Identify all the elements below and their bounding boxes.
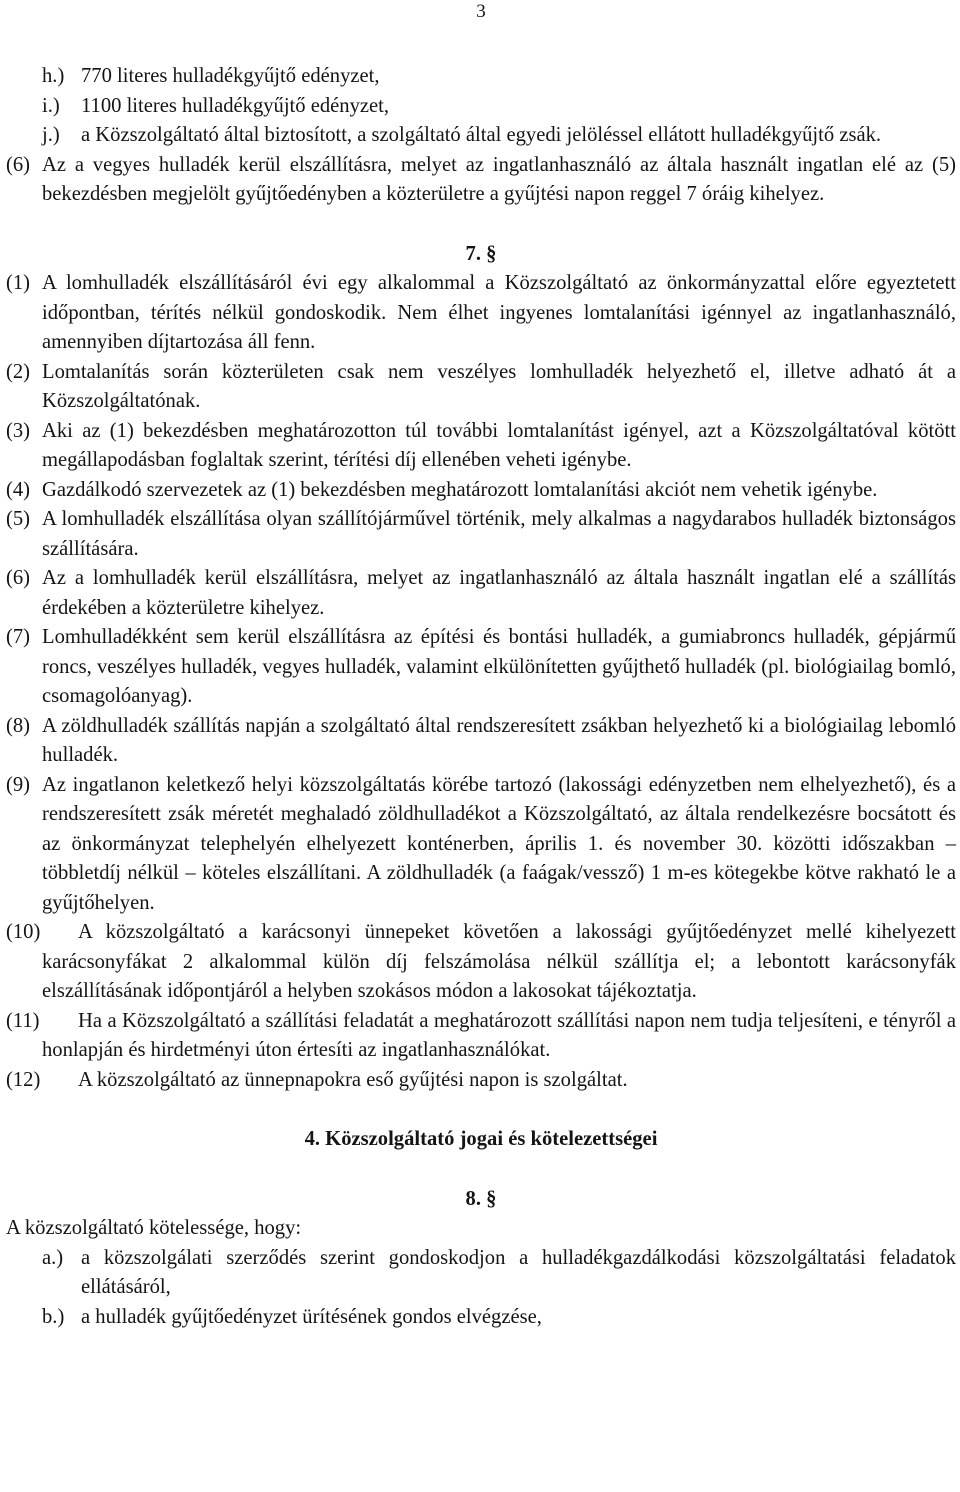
paragraph-5 <box>6 505 956 564</box>
list-item-a <box>6 1244 956 1303</box>
paragraph-6 <box>6 564 956 623</box>
paragraph-text: Az a lomhulladék kerül elszállításra, melyet az ingatlanhasználó az általa használt ingatlan elé a szállítás érdekében a közterületre kihelyez. <box>42 567 956 619</box>
section-7-paragraphs <box>6 269 956 1095</box>
paragraph-number: (6) <box>6 567 31 589</box>
chapter-4-heading: 4. Közszolgáltató jogai és kötelezettségei <box>304 1128 658 1150</box>
paragraph-text: Aki az (1) bekezdésben meghatározotton túl további lomtalanítást igényel, azt a Közszolgáltatóval kötött megállapodásban foglaltak szerint, térítési díj ellenében veheti igénybe. <box>42 419 956 471</box>
paragraph-8 <box>6 712 956 771</box>
list-marker: j.) <box>42 124 60 146</box>
paragraph-number: (10) <box>6 921 41 943</box>
paragraph-9 <box>6 771 956 919</box>
paragraph-number: (7) <box>6 626 31 648</box>
paragraph-text: Lomhulladékként sem kerül elszállításra az építési és bontási hulladék, a gumiabroncs hulladék, gépjármű roncs, veszélyes hulladék, vegyes hulladék, valamint elkülönítetten gyűjthető hulladék (pl. biológiailag bomló, csomagolóanyag). <box>42 626 956 707</box>
list-text: a hulladék gyűjtőedényzet ürítésének gondos elvégzése, <box>81 1305 542 1328</box>
paragraph-number: (8) <box>6 714 31 737</box>
list-marker: i.) <box>42 94 60 117</box>
section-sign: § <box>486 242 497 265</box>
paragraph-11 <box>6 1007 956 1066</box>
section-number: 8. <box>465 1187 481 1210</box>
paragraph-number: (1) <box>6 272 31 294</box>
paragraph-7 <box>6 623 956 712</box>
paragraph-text: A lomhulladék elszállításáról évi egy alkalommal a Közszolgáltató az önkormányzattal előre egyeztetett időpontban, térítés nélkül gondoskodik. Nem élhet ingyenes lomtalanítási igénnyel az ingatlanhasználó, amennyiben díjtartozása áll fenn. <box>42 272 956 353</box>
paragraph-number: (6) <box>6 153 31 176</box>
list-item-b <box>6 1303 956 1333</box>
paragraph-text: Az a vegyes hulladék kerül elszállításra, melyet az ingatlanhasználó az általa használt ingatlan elé az (5) bekezdésben megjelölt gyűjtőedényben a közterületre a gyűjtési napon reggel 7 óráig kihelyez. <box>42 153 956 205</box>
paragraph-number: (4) <box>6 478 31 501</box>
paragraph-1 <box>6 269 956 358</box>
list-item-j <box>6 121 956 151</box>
paragraph-4 <box>6 476 956 506</box>
paragraph-number: (2) <box>6 360 31 383</box>
paragraph-3 <box>6 417 956 476</box>
list-text: 770 literes hulladékgyűjtő edényzet, <box>81 65 380 87</box>
section-7-heading <box>6 240 956 270</box>
paragraph-text: Ha a Közszolgáltató a szállítási feladatát a meghatározott szállítási napon nem tudja teljesíteni, e tényről a honlapján és hirdetményi úton értesíti az ingatlanhasználókat. <box>42 1009 956 1061</box>
document-body <box>6 62 956 1332</box>
paragraph-text: Az ingatlanon keletkező helyi közszolgáltatás körébe tartozó (lakossági edényzetben nem elhelyezhető), és a rendszeresített zsák méretét meghaladó zöldhulladékot a Közszolgáltató, az általa rendelkezésre bocsátott és az önkormányzat telephelyén elhelyezett konténerben, április 1. és november 30. közötti időszakban – többletdíj nélkül – köteles elszállítani. A zöldhulladék (a faágak/vessző) 1 m-es kötegekbe kötve rakható le a gyűjtőhelyen. <box>42 773 956 914</box>
list-text: a közszolgálati szerződés szerint gondoskodjon a hulladékgazdálkodási közszolgáltatási feladatok ellátásáról, <box>81 1246 956 1298</box>
paragraph-number: (3) <box>6 419 31 442</box>
list-item-i <box>6 92 956 122</box>
paragraph-text: A zöldhulladék szállítás napján a szolgáltató által rendszeresített zsákban helyezhető ki a biológiailag lebomló hulladék. <box>42 714 956 766</box>
section-8-heading <box>6 1185 956 1215</box>
paragraph-text: Lomtalanítás során közterületen csak nem veszélyes lomhulladék helyezhető el, illetve adható át a Közszolgáltatónak. <box>42 360 956 412</box>
paragraph-text: A közszolgáltató az ünnepnapokra eső gyűjtési napon is szolgáltat. <box>78 1068 628 1091</box>
list-text: a Közszolgáltató által biztosított, a szolgáltató által egyedi jelöléssel ellátott hulladékgyűjtő zsák. <box>81 124 882 146</box>
paragraph-number: (5) <box>6 508 31 530</box>
paragraph-number: (11) <box>6 1009 40 1032</box>
paragraph-text: A közszolgáltató a karácsonyi ünnepeket követően a lakossági gyűjtőedényzet mellé kihelyezett karácsonyfákat 2 alkalommal külön díj felszámolása nélkül szállítja el; a lebontott karácsonyfák elszállításának időpontjáról a helyben szokásos módon a lakosokat tájékoztatja. <box>42 921 956 1002</box>
section-8-intro: A közszolgáltató kötelessége, hogy: <box>6 1217 302 1239</box>
paragraph-text: Gazdálkodó szervezetek az (1) bekezdésben meghatározott lomtalanítási akciót nem vehetik igénybe. <box>42 478 878 501</box>
list-marker: h.) <box>42 65 65 87</box>
list-marker: a.) <box>42 1246 64 1269</box>
paragraph-10 <box>6 918 956 1007</box>
section-sign: § <box>486 1187 497 1210</box>
list-text: 1100 literes hulladékgyűjtő edényzet, <box>81 94 390 117</box>
paragraph-number: (9) <box>6 773 31 796</box>
paragraph-2 <box>6 358 956 417</box>
list-item-h <box>6 62 956 92</box>
list-marker: b.) <box>42 1305 65 1328</box>
paragraph-text: A lomhulladék elszállítása olyan szállítójárművel történik, mely alkalmas a nagydarabos hulladék biztonságos szállítására. <box>42 508 956 560</box>
paragraph-6-section-6 <box>6 151 956 210</box>
paragraph-12 <box>6 1066 956 1096</box>
paragraph-number: (12) <box>6 1068 41 1091</box>
page-number: 3 <box>476 1 486 22</box>
section-number: 7. <box>465 242 481 265</box>
